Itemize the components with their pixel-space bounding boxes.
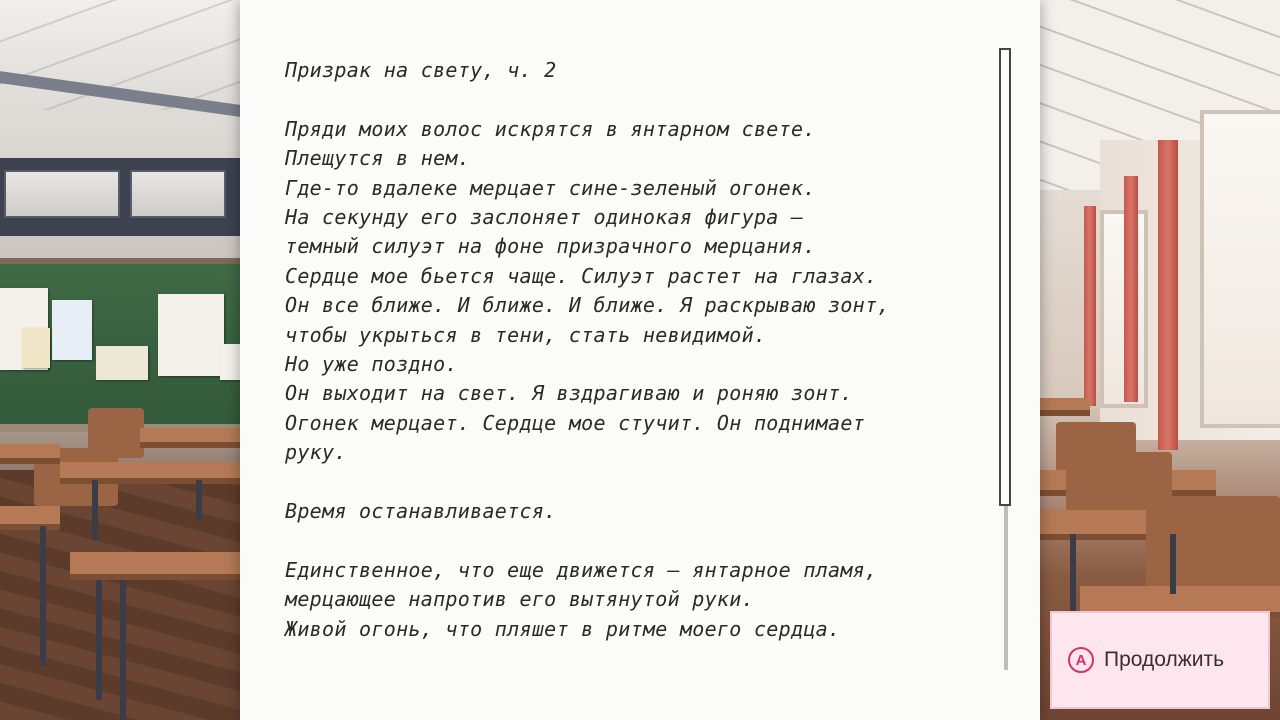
poem-line: Он все ближе. И ближе. И ближе. Я раскрываю зонт, bbox=[285, 293, 890, 318]
scrollbar-thumb[interactable] bbox=[999, 48, 1011, 506]
poem-line: темный силуэт на фоне призрачного мерцания. bbox=[285, 234, 816, 259]
poem-line bbox=[285, 526, 985, 555]
poem-text bbox=[285, 56, 985, 644]
poem-line: Плещутся в нем. bbox=[285, 146, 471, 171]
poem-title: Призрак на свету, ч. 2 bbox=[285, 58, 557, 82]
classroom-background-left bbox=[0, 0, 240, 720]
poem-paper[interactable] bbox=[240, 0, 1040, 720]
poem-line: Огонек мерцает. Сердце мое стучит. Он поднимает bbox=[285, 410, 866, 435]
continue-label: Продолжить bbox=[1104, 648, 1225, 671]
poem-line: руку. bbox=[285, 440, 347, 465]
poem-line: На секунду его заслоняет одинокая фигура — bbox=[285, 205, 804, 230]
poem-line: Живой огонь, что пляшет в ритме моего сердца. bbox=[285, 616, 841, 641]
poem-line: Пряди моих волос искрятся в янтарном свете. bbox=[285, 116, 816, 141]
a-button-icon: A bbox=[1068, 647, 1094, 673]
poem-line: Единственное, что еще движется — янтарное пламя, bbox=[285, 557, 878, 582]
poem-line: Сердце мое бьется чаще. Силуэт растет на глазах. bbox=[285, 263, 878, 288]
poem-line: Где-то вдалеке мерцает сине-зеленый огонек. bbox=[285, 175, 816, 200]
poem-line: Время останавливается. bbox=[285, 499, 557, 524]
poem-line: Он выходит на свет. Я вздрагиваю и роняю зонт. bbox=[285, 381, 853, 406]
poem-line: Но уже поздно. bbox=[285, 352, 458, 377]
poem-line bbox=[285, 468, 985, 497]
poem-line: мерцающее напротив его вытянутой руки. bbox=[285, 587, 754, 612]
poem-line: чтобы укрыться в тени, стать невидимой. bbox=[285, 322, 767, 347]
continue-button[interactable] bbox=[1050, 611, 1270, 709]
